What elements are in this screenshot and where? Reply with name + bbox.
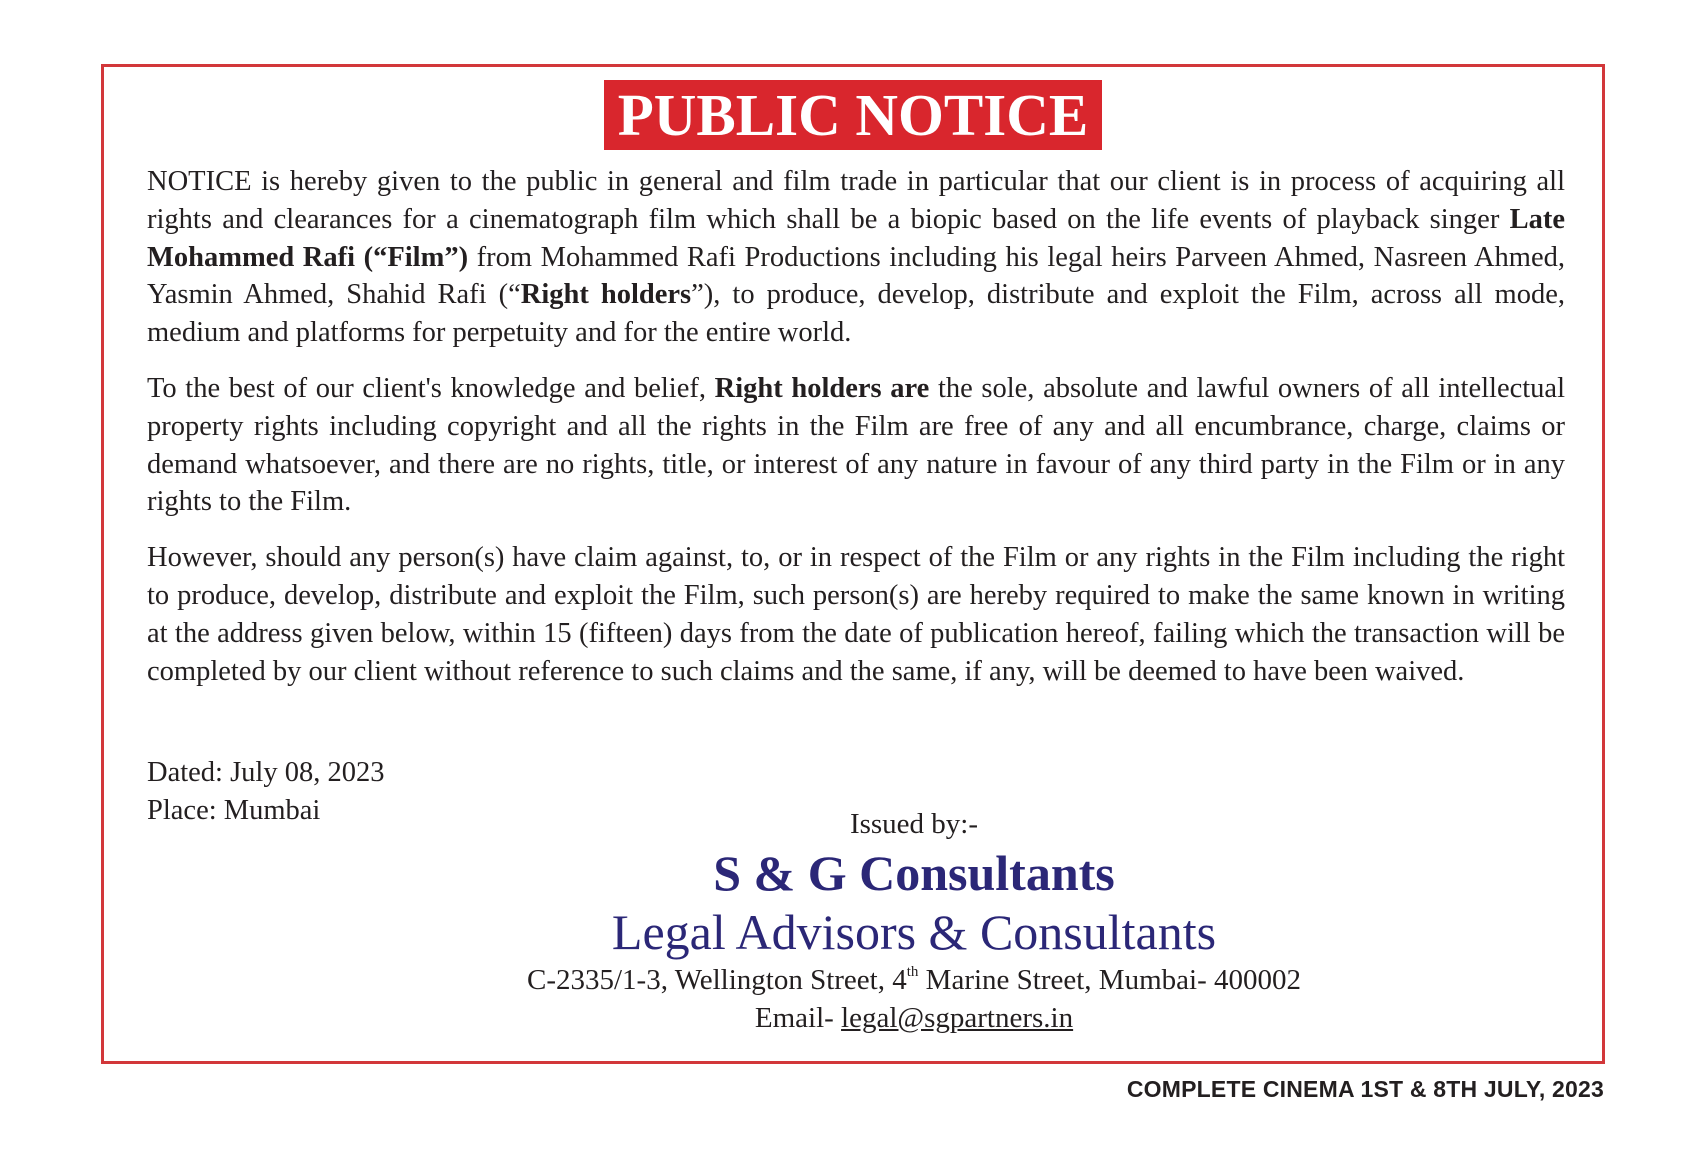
paragraph-1 bbox=[147, 163, 1565, 352]
firm-tagline: Legal Advisors & Consultants bbox=[611, 904, 1217, 960]
notice-meta bbox=[147, 754, 384, 830]
para2-text-2: the sole, absolute and lawful owners of all intellectual property rights including copyright and all the rights in the Film are free of any and all encumbrance, charge, claims or demand whatsoever, and there are no rights, title, or interest of any nature in favour of any third party in the Film or in any rights to the Film. bbox=[147, 372, 1565, 518]
paragraph-3: However, should any person(s) have claim against, to, or in respect of the Film or any rights in the Film including the right to produce, develop, distribute and exploit the Film, such person(s) are hereby required to make the same known in writing at the address given below, within 15 (fifteen) days from the date of publication hereof, failing which the transaction will be completed by our client without reference to such claims and the same, if any, will be deemed to have been waived. bbox=[147, 542, 1565, 687]
issued-by: Issued by:- bbox=[849, 808, 979, 840]
para1-text-1: NOTICE is hereby given to the public in general and film trade in particular that our client is in process of acquiring all rights and clearances for a cinematograph film which shall be a biopic based on the life events of playback singer bbox=[147, 166, 1565, 235]
address-post: Marine Street, Mumbai- 400002 bbox=[918, 964, 1301, 996]
issuer-block bbox=[364, 805, 1464, 1037]
para1-text-2: from Mohammed Rafi Productions including his legal heirs Parveen Ahmed, Nasreen Ahmed, Yasmin Ahmed, Shahid Rafi (“ bbox=[147, 241, 1565, 311]
para1-bold-1: Late Mohammed Rafi (“Film”) bbox=[147, 203, 1565, 273]
email-link[interactable]: legal@sgpartners.in bbox=[841, 1002, 1074, 1034]
firm-email bbox=[364, 999, 1464, 1037]
paragraph-2 bbox=[147, 370, 1565, 521]
dated: Dated: July 08, 2023 bbox=[147, 757, 385, 788]
para1-bold-2: Right holders bbox=[520, 279, 692, 311]
para2-bold-1: Right holders are bbox=[714, 372, 930, 404]
firm-address bbox=[364, 961, 1464, 999]
address-sup: th bbox=[906, 964, 919, 980]
publication-footer: COMPLETE CINEMA 1ST & 8TH JULY, 2023 bbox=[1126, 1076, 1604, 1102]
notice-title: PUBLIC NOTICE bbox=[604, 80, 1102, 150]
para2-text-1: To the best of our client's knowledge and belief, bbox=[147, 372, 715, 404]
notice-frame bbox=[101, 64, 1605, 1064]
address-pre: C-2335/1-3, Wellington Street, 4 bbox=[527, 964, 907, 996]
firm-name: S & G Consultants bbox=[713, 845, 1115, 901]
email-label: Email- bbox=[754, 1002, 842, 1034]
para1-text-3: ”), to produce, develop, distribute and exploit the Film, across all mode, medium and platforms for perpetuity and for the entire world. bbox=[147, 279, 1565, 349]
place: Place: Mumbai bbox=[147, 795, 321, 826]
title-wrap bbox=[104, 80, 1602, 150]
notice-body bbox=[147, 163, 1565, 708]
